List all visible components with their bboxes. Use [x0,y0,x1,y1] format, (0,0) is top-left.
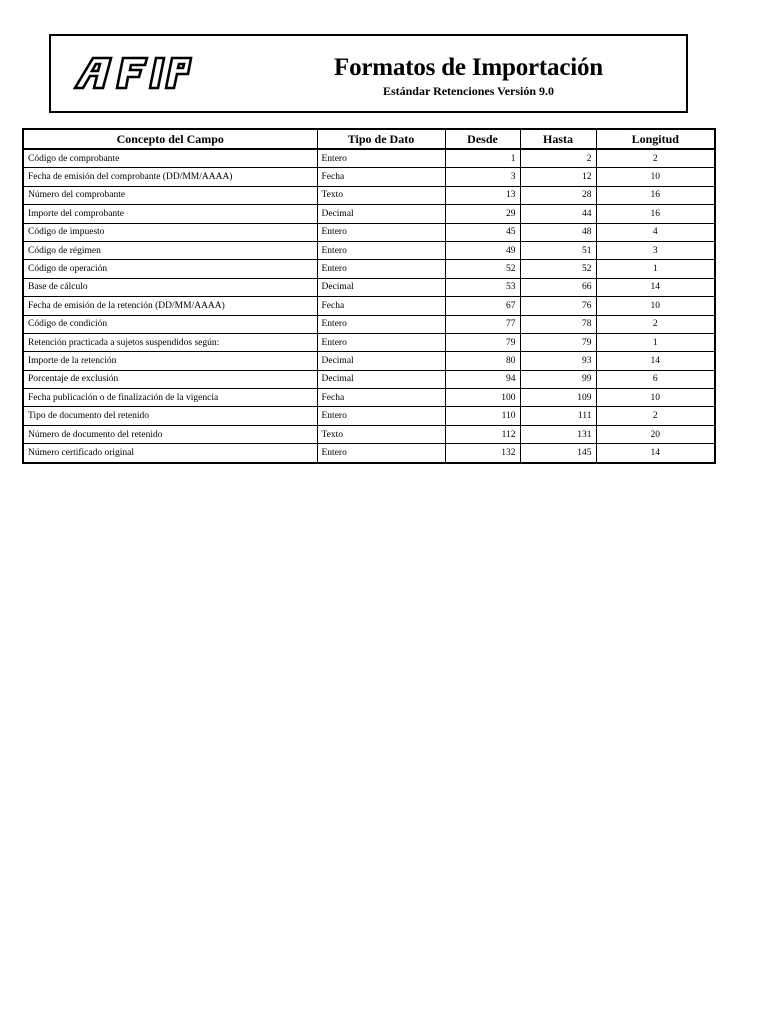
cell-desde: 80 [445,352,520,370]
cell-longitud: 16 [596,186,715,204]
cell-desde: 49 [445,241,520,259]
cell-hasta: 78 [520,315,596,333]
cell-desde: 94 [445,370,520,388]
cell-longitud: 20 [596,425,715,443]
cell-hasta: 52 [520,260,596,278]
cell-concepto: Fecha de emisión de la retención (DD/MM/AAAA) [23,297,317,315]
table-row [23,352,715,370]
cell-concepto: Número del comprobante [23,186,317,204]
cell-hasta: 48 [520,223,596,241]
cell-longitud: 14 [596,352,715,370]
table-row [23,205,715,223]
cell-hasta: 145 [520,444,596,463]
cell-longitud: 6 [596,370,715,388]
cell-tipo: Entero [317,223,445,241]
cell-tipo: Fecha [317,389,445,407]
cell-longitud: 2 [596,315,715,333]
table-row [23,168,715,186]
cell-desde: 1 [445,149,520,168]
table-row [23,241,715,259]
cell-longitud: 10 [596,168,715,186]
cell-desde: 29 [445,205,520,223]
cell-concepto: Fecha publicación o de finalización de la vigencia [23,389,317,407]
table-row [23,370,715,388]
cell-hasta: 12 [520,168,596,186]
cell-tipo: Decimal [317,278,445,296]
cell-tipo: Decimal [317,370,445,388]
column-header-longitud: Longitud [596,129,715,149]
table-row [23,407,715,425]
cell-hasta: 2 [520,149,596,168]
cell-tipo: Entero [317,333,445,351]
cell-concepto: Tipo de documento del retenido [23,407,317,425]
table-row [23,315,715,333]
cell-tipo: Entero [317,260,445,278]
cell-longitud: 2 [596,407,715,425]
document-subtitle: Estándar Retenciones Versión 9.0 [382,84,555,98]
cell-concepto: Importe de la retención [23,352,317,370]
cell-tipo: Fecha [317,297,445,315]
cell-concepto: Base de cálculo [23,278,317,296]
cell-desde: 110 [445,407,520,425]
cell-concepto: Porcentaje de exclusión [23,370,317,388]
cell-concepto: Código de impuesto [23,223,317,241]
document-title: Formatos de Importación [334,54,603,81]
cell-concepto: Número de documento del retenido [23,425,317,443]
cell-concepto: Código de operación [23,260,317,278]
table-row [23,260,715,278]
cell-tipo: Entero [317,407,445,425]
cell-desde: 3 [445,168,520,186]
cell-hasta: 44 [520,205,596,223]
cell-desde: 112 [445,425,520,443]
cell-longitud: 10 [596,297,715,315]
cell-concepto: Código de régimen [23,241,317,259]
table-row [23,297,715,315]
title-block [251,54,686,99]
column-header-concepto: Concepto del Campo [23,129,317,149]
cell-hasta: 99 [520,370,596,388]
table-row [23,223,715,241]
cell-concepto: Código de comprobante [23,149,317,168]
cell-hasta: 109 [520,389,596,407]
column-header-desde: Desde [445,129,520,149]
cell-desde: 52 [445,260,520,278]
cell-hasta: 66 [520,278,596,296]
table-body [23,149,715,463]
cell-longitud: 14 [596,444,715,463]
cell-hasta: 28 [520,186,596,204]
cell-tipo: Entero [317,149,445,168]
table-row [23,278,715,296]
cell-longitud: 2 [596,149,715,168]
cell-hasta: 79 [520,333,596,351]
cell-longitud: 1 [596,260,715,278]
afip-logo [73,56,195,90]
cell-tipo: Texto [317,425,445,443]
cell-concepto: Código de condición [23,315,317,333]
cell-longitud: 16 [596,205,715,223]
cell-longitud: 3 [596,241,715,259]
cell-concepto: Retención practicada a sujetos suspendidos según: [23,333,317,351]
column-header-hasta: Hasta [520,129,596,149]
cell-longitud: 1 [596,333,715,351]
cell-desde: 132 [445,444,520,463]
table-row [23,149,715,168]
table-row [23,444,715,463]
cell-hasta: 93 [520,352,596,370]
cell-desde: 100 [445,389,520,407]
cell-longitud: 4 [596,223,715,241]
cell-hasta: 131 [520,425,596,443]
cell-tipo: Entero [317,241,445,259]
document-header [49,34,688,113]
cell-tipo: Entero [317,444,445,463]
column-header-tipo: Tipo de Dato [317,129,445,149]
table-row [23,333,715,351]
cell-longitud: 10 [596,389,715,407]
cell-desde: 79 [445,333,520,351]
cell-desde: 13 [445,186,520,204]
table-header-row [23,129,715,149]
cell-desde: 45 [445,223,520,241]
cell-tipo: Decimal [317,205,445,223]
cell-tipo: Entero [317,315,445,333]
cell-hasta: 51 [520,241,596,259]
cell-concepto: Fecha de emisión del comprobante (DD/MM/AAAA) [23,168,317,186]
table-row [23,186,715,204]
cell-tipo: Fecha [317,168,445,186]
cell-tipo: Decimal [317,352,445,370]
cell-concepto: Número certificado original [23,444,317,463]
cell-desde: 67 [445,297,520,315]
cell-hasta: 111 [520,407,596,425]
table-row [23,389,715,407]
cell-tipo: Texto [317,186,445,204]
cell-hasta: 76 [520,297,596,315]
table-row [23,425,715,443]
cell-desde: 53 [445,278,520,296]
cell-desde: 77 [445,315,520,333]
cell-concepto: Importe del comprobante [23,205,317,223]
cell-longitud: 14 [596,278,715,296]
fields-table [22,128,716,464]
